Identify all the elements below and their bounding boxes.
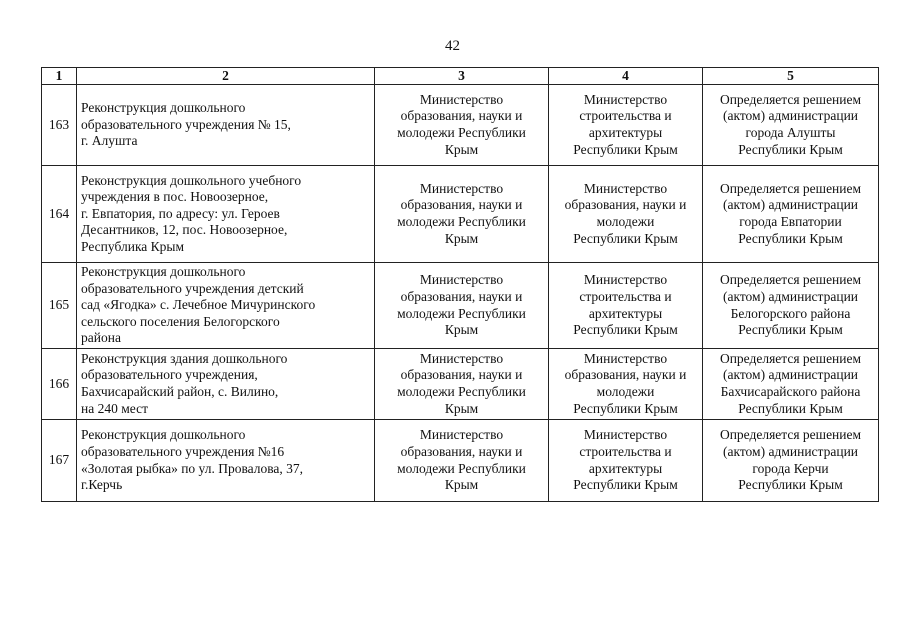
- row-number: 163: [42, 85, 77, 166]
- developer-cell: [549, 349, 703, 420]
- object-name: Реконструкция дошкольного образовательного учреждения детский сад «Ягодка» с. Лечебное Мичуринского сельского поселения Белогорского района: [81, 264, 316, 346]
- row-number: 165: [42, 263, 77, 349]
- developer: Министерство строительства и архитектуры Республики Крым: [573, 272, 678, 338]
- column-header-4: 4: [549, 68, 703, 85]
- customer-cell: [375, 166, 549, 263]
- operator-cell: [703, 420, 879, 502]
- column-header-3: 3: [375, 68, 549, 85]
- developer-cell: [549, 420, 703, 502]
- operator-cell: [703, 263, 879, 349]
- column-header-1: 1: [42, 68, 77, 85]
- object-name-cell: [77, 166, 375, 263]
- developer: Министерство строительства и архитектуры Республики Крым: [573, 91, 678, 157]
- operator: Определяется решением (актом) администрации Белогорского района Республики Крым: [719, 272, 862, 338]
- table-row: [42, 85, 879, 166]
- object-name: Реконструкция дошкольного образовательного учреждения № 15, г. Алушта: [81, 100, 291, 149]
- column-header-5: 5: [703, 68, 879, 85]
- object-name-cell: [77, 263, 375, 349]
- object-name-cell: [77, 349, 375, 420]
- column-header-2: 2: [77, 68, 375, 85]
- row-number: 164: [42, 166, 77, 263]
- operator: Определяется решением (актом) администрации Бахчисарайского района Республики Крым: [719, 350, 862, 416]
- operator: Определяется решением (актом) администрации города Алушты Республики Крым: [719, 91, 862, 157]
- object-name: Реконструкция дошкольного образовательного учреждения №16 «Золотая рыбка» по ул. Провалова, 37, г.Керчь: [81, 427, 304, 493]
- table-row: [42, 263, 879, 349]
- object-name-cell: [77, 85, 375, 166]
- customer: Министерство образования, науки и молодежи Республики Крым: [397, 272, 526, 338]
- customer: Министерство образования, науки и молодежи Республики Крым: [397, 180, 526, 246]
- customer: Министерство образования, науки и молодежи Республики Крым: [397, 91, 526, 157]
- developer-cell: [549, 166, 703, 263]
- customer-cell: [375, 420, 549, 502]
- row-number: 166: [42, 349, 77, 420]
- developer: Министерство образования, науки и молодежи Республики Крым: [564, 180, 687, 246]
- developer: Министерство образования, науки и молодежи Республики Крым: [564, 350, 687, 416]
- object-name: Реконструкция здания дошкольного образовательного учреждения, Бахчисарайский район, с. Вилино, на 240 мест: [81, 350, 288, 416]
- customer-cell: [375, 263, 549, 349]
- customer-cell: [375, 85, 549, 166]
- table-row: [42, 420, 879, 502]
- operator-cell: [703, 166, 879, 263]
- developer-cell: [549, 263, 703, 349]
- operator-cell: [703, 349, 879, 420]
- document-table: [41, 67, 879, 502]
- customer: Министерство образования, науки и молодежи Республики Крым: [397, 350, 526, 416]
- row-number: 167: [42, 420, 77, 502]
- table-row: [42, 349, 879, 420]
- table-header-row: [42, 68, 879, 85]
- customer-cell: [375, 349, 549, 420]
- developer-cell: [549, 85, 703, 166]
- table-row: [42, 166, 879, 263]
- operator: Определяется решением (актом) администрации города Евпатории Республики Крым: [719, 180, 862, 246]
- operator-cell: [703, 85, 879, 166]
- developer: Министерство строительства и архитектуры Республики Крым: [573, 427, 678, 493]
- page-number: 42: [445, 38, 460, 54]
- operator: Определяется решением (актом) администрации города Керчи Республики Крым: [719, 427, 862, 493]
- object-name-cell: [77, 420, 375, 502]
- object-name: Реконструкция дошкольного учебного учреждения в пос. Новоозерное, г. Евпатория, по адресу: ул. Героев Десантников, 12, пос. Новоозерное, Республика Крым: [81, 172, 302, 254]
- customer: Министерство образования, науки и молодежи Республики Крым: [397, 427, 526, 493]
